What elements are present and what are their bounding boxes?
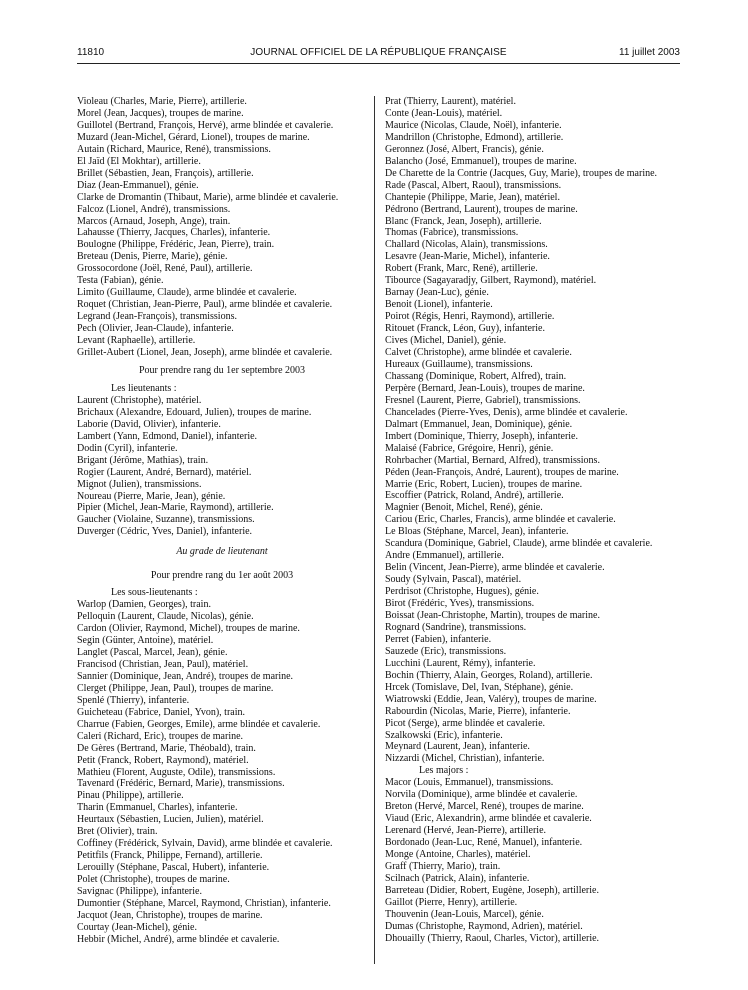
rank-heading: Les sous-lieutenants : (111, 587, 198, 599)
list-item: Bret (Olivier), train. (77, 826, 158, 838)
list-item: Breteau (Denis, Pierre, Marie), génie. (77, 251, 228, 263)
list-item: Rogier (Laurent, André, Bernard), matériel. (77, 466, 252, 478)
list-item: Perdrisot (Christophe, Hugues), génie. (385, 586, 539, 598)
list-item: Dalmart (Emmanuel, Jean, Dominique), génie. (385, 418, 573, 430)
page-header (77, 47, 680, 63)
list-item: Violeau (Charles, Marie, Pierre), artillerie. (77, 96, 247, 107)
list-item: Magnier (Benoit, Michel, René), génie. (385, 502, 543, 514)
list-item: Levant (Raphaelle), artillerie. (77, 335, 196, 347)
list-item: Thomas (Fabrice), transmissions. (385, 227, 519, 239)
list-item: Viaud (Eric, Alexandrin), arme blindée et cavalerie. (385, 813, 592, 825)
list-item: Graff (Thierry, Mario), train. (385, 861, 501, 872)
list-item: Lesavre (Jean-Marie, Michel), infanterie. (385, 251, 550, 263)
list-item: Sauzede (Eric), transmissions. (385, 645, 507, 657)
list-item: Morel (Jean, Jacques), troupes de marine. (77, 107, 244, 119)
publication-date: 11 juillet 2003 (619, 47, 680, 58)
list-item: Dhouailly (Thierry, Raoul, Charles, Victor), artillerie. (385, 932, 600, 944)
list-item: Lahausse (Thierry, Jacques, Charles), infanterie. (77, 227, 271, 239)
list-item: Ritouet (Franck, Léon, Guy), infanterie. (385, 323, 545, 335)
list-item: Bordonado (Jean-Luc, René, Manuel), infanterie. (385, 837, 583, 849)
list-item: Jacquot (Jean, Christophe), troupes de marine. (77, 909, 263, 921)
list-item: Brigant (Jérôme, Mathias), train. (77, 454, 209, 466)
list-item: Boissat (Jean-Christophe, Martin), troupes de marine. (385, 609, 600, 621)
list-item: Conte (Jean-Louis), matériel. (385, 107, 503, 119)
list-item: Barreteau (Didier, Robert, Eugène, Joseph), artillerie. (385, 884, 599, 896)
list-item: Perret (Fabien), infanterie. (385, 633, 492, 645)
list-item: Andre (Emmanuel), artillerie. (385, 550, 504, 562)
list-item: Marcos (Arnaud, Joseph, Ange), train. (77, 215, 231, 227)
list-item: De Gères (Bertrand, Marie, Théobald), train. (77, 742, 256, 754)
list-item: Blanc (Franck, Jean, Joseph), artillerie. (385, 215, 542, 227)
list-item: Chancelades (Pierre-Yves, Denis), arme blindée et cavalerie. (385, 406, 628, 418)
list-item: Cariou (Eric, Charles, Francis), arme blindée et cavalerie. (385, 514, 616, 526)
list-item: Birot (Frédéric, Yves), transmissions. (385, 598, 535, 610)
list-item: Chantepie (Philippe, Marie, Jean), matériel. (385, 191, 560, 203)
list-item: Hureaux (Guillaume), transmissions. (385, 358, 533, 370)
list-item: Escoffier (Patrick, Roland, André), artillerie. (385, 490, 564, 502)
list-item: Diaz (Jean-Emmanuel), génie. (77, 179, 199, 191)
rank-heading: Les majors : (419, 765, 469, 777)
list-item: Rade (Pascal, Albert, Raoul), transmissions. (385, 179, 562, 191)
list-item: Prat (Thierry, Laurent), matériel. (385, 96, 516, 107)
list-item: Coffiney (Frédérick, Sylvain, David), arme blindée et cavalerie. (77, 838, 333, 850)
list-item: Courtay (Jean-Michel), génie. (77, 921, 197, 933)
list-item: Mandrillon (Christophe, Edmond), artillerie. (385, 131, 564, 143)
list-item: Tharin (Emmanuel, Charles), infanterie. (77, 802, 238, 814)
list-item: Picot (Serge), arme blindée et cavalerie. (385, 717, 546, 729)
list-item: Mignot (Julien), transmissions. (77, 478, 202, 490)
list-item: Nizzardi (Michel, Christian), infanterie. (385, 753, 545, 765)
list-item: Sannier (Dominique, Jean, André), troupes de marine. (77, 670, 294, 682)
list-item: Clerget (Philippe, Jean, Paul), troupes de marine. (77, 682, 274, 694)
right-column (385, 96, 675, 945)
list-item: Maurice (Nicolas, Claude, Noël), infanterie. (385, 119, 562, 131)
list-item: Lucchini (Laurent, Rémy), infanterie. (385, 657, 536, 669)
journal-title: JOURNAL OFFICIEL DE LA RÉPUBLIQUE FRANÇAISE (250, 47, 507, 58)
list-item: Clarke de Dromantin (Thibaut, Marie), arme blindée et cavalerie. (77, 191, 339, 203)
list-item: De Charette de la Contrie (Jacques, Guy, Marie), troupes de marine. (385, 167, 658, 179)
list-item: Balancho (José, Emmanuel), troupes de marine. (385, 155, 577, 167)
list-item: Soudy (Sylvain, Pascal), matériel. (385, 574, 522, 586)
list-item: Rognard (Sandrine), transmissions. (385, 621, 527, 633)
list-item: Legrand (Jean-François), transmissions. (77, 311, 237, 323)
list-item: Scandura (Dominique, Gabriel, Claude), arme blindée et cavalerie. (385, 538, 653, 550)
list-item: Pech (Olivier, Jean-Claude), infanterie. (77, 323, 234, 335)
list-item: Szalkowski (Eric), infanterie. (385, 729, 503, 741)
list-item: Noureau (Pierre, Marie, Jean), génie. (77, 490, 226, 502)
list-item: Bochin (Thierry, Alain, Georges, Roland), artillerie. (385, 669, 593, 681)
list-item: Breton (Hervé, Marcel, René), troupes de marine. (385, 801, 584, 813)
list-item: Laurent (Christophe), matériel. (77, 394, 202, 406)
list-item: Lambert (Yann, Edmond, Daniel), infanterie. (77, 430, 258, 442)
list-item: Macor (Louis, Emmanuel), transmissions. (385, 777, 554, 789)
header-rule (77, 63, 680, 64)
list-item: Pipier (Michel, Jean-Marie, Raymond), artillerie. (77, 502, 274, 514)
list-item: Polet (Christophe), troupes de marine. (77, 874, 230, 886)
list-item: Perpère (Bernard, Jean-Louis), troupes de marine. (385, 382, 585, 394)
list-item: Dumontier (Stéphane, Marcel, Raymond, Christian), infanterie. (77, 898, 331, 909)
list-item: Robert (Frank, Marc, René), artillerie. (385, 263, 538, 275)
list-item: Calvet (Christophe), arme blindée et cavalerie. (385, 347, 572, 359)
list-item: Spenlé (Thierry), infanterie. (77, 694, 190, 706)
list-item: Grossocordone (Joël, René, Paul), artillerie. (77, 263, 253, 275)
list-item: Benoit (Lionel), infanterie. (385, 299, 493, 311)
list-item: Falcoz (Lionel, André), transmissions. (77, 203, 231, 215)
list-item: El Jaïd (El Mokhtar), artillerie. (77, 155, 201, 167)
list-item: Brichaux (Alexandre, Edouard, Julien), troupes de marine. (77, 406, 312, 418)
list-item: Langlet (Pascal, Marcel, Jean), génie. (77, 646, 228, 658)
list-item: Barnay (Jean-Luc), génie. (385, 287, 489, 299)
list-item: Dodin (Cyril), infanterie. (77, 442, 178, 454)
list-item: Cives (Michel, Daniel), génie. (385, 335, 507, 347)
list-item: Tibource (Sagayaradjy, Gilbert, Raymond), matériel. (385, 275, 597, 287)
list-item: Challard (Nicolas, Alain), transmissions. (385, 239, 548, 251)
list-item: Norvila (Dominique), arme blindée et cavalerie. (385, 789, 578, 801)
list-item: Muzard (Jean-Michel, Gérard, Lionel), troupes de marine. (77, 131, 310, 143)
list-item: Grillet-Aubert (Lionel, Jean, Joseph), arme blindée et cavalerie. (77, 347, 333, 359)
list-item: Lerenard (Hervé, Jean-Pierre), artillerie. (385, 825, 547, 837)
list-item: Malaisé (Fabrice, Grégoire, Henri), génie. (385, 442, 554, 454)
list-item: Brillet (Sébastien, Jean, François), artillerie. (77, 167, 254, 179)
list-item: Rabourdin (Nicolas, Marie, Pierre), infanterie. (385, 705, 571, 717)
list-item: Segin (Günter, Antoine), matériel. (77, 635, 214, 647)
list-item: Poirot (Régis, Henri, Raymond), artillerie. (385, 311, 555, 323)
list-item: Pelloquin (Laurent, Claude, Nicolas), génie. (77, 611, 254, 623)
rank-heading: Les lieutenants : (111, 382, 177, 394)
list-item: Pédrono (Bertrand, Laurent), troupes de marine. (385, 203, 578, 215)
list-item: Chassang (Dominique, Robert, Alfred), train. (385, 370, 567, 382)
list-item: Guicheteau (Fabrice, Daniel, Yvon), train. (77, 706, 246, 718)
list-item: Wiatrowski (Eddie, Jean, Valéry), troupes de marine. (385, 693, 597, 705)
list-item: Savignac (Philippe), infanterie. (77, 886, 202, 898)
list-item: Mathieu (Florent, Auguste, Odile), transmissions. (77, 766, 276, 778)
left-column (77, 96, 367, 946)
list-item: Boulogne (Philippe, Frédéric, Jean, Pierre), train. (77, 239, 275, 251)
list-item: Thouvenin (Jean-Louis, Marcel), génie. (385, 908, 544, 920)
list-item: Scilnach (Patrick, Alain), infanterie. (385, 872, 530, 884)
list-item: Petitfils (Franck, Philippe, Fernand), artillerie. (77, 850, 263, 862)
list-item: Fresnel (Laurent, Pierre, Gabriel), transmissions. (385, 394, 581, 406)
list-item: Monge (Antoine, Charles), matériel. (385, 849, 531, 861)
list-item: Petit (Franck, Robert, Raymond), matériel. (77, 754, 249, 766)
list-item: Roquet (Christian, Jean-Pierre, Paul), arme blindée et cavalerie. (77, 299, 333, 311)
list-item: Autain (Richard, Maurice, René), transmissions. (77, 143, 271, 155)
list-item: Guillotel (Bertrand, François, Hervé), arme blindée et cavalerie. (77, 119, 334, 131)
list-item: Laborie (David, Olivier), infanterie. (77, 418, 221, 430)
list-item: Rohrbacher (Martial, Bernard, Alfred), transmissions. (385, 454, 600, 466)
list-item: Duverger (Cédric, Yves, Daniel), infanterie. (77, 526, 253, 538)
list-item: Belin (Vincent, Jean-Pierre), arme blindée et cavalerie. (385, 562, 605, 574)
list-item: Pinau (Philippe), artillerie. (77, 790, 184, 802)
list-item: Warlop (Damien, Georges), train. (77, 599, 211, 611)
list-item: Dumas (Christophe, Raymond, Adrien), matériel. (385, 920, 583, 932)
list-item: Testa (Fabian), génie. (77, 275, 164, 287)
grade-heading: Au grade de lieutenant (176, 546, 268, 558)
list-item: Limito (Guillaume, Claude), arme blindée et cavalerie. (77, 287, 297, 299)
list-item: Caleri (Richard, Eric), troupes de marine. (77, 730, 244, 742)
list-item: Cardon (Olivier, Raymond, Michel), troupes de marine. (77, 623, 300, 635)
list-item: Péden (Jean-François, André, Laurent), troupes de marine. (385, 466, 619, 478)
list-item: Gaillot (Pierre, Henry), artillerie. (385, 896, 518, 908)
list-item: Meynard (Laurent, Jean), infanterie. (385, 741, 530, 753)
list-item: Tavenard (Frédéric, Bernard, Marie), transmissions. (77, 778, 285, 790)
list-item: Gaucher (Violaine, Suzanne), transmissions. (77, 514, 255, 526)
section-heading: Pour prendre rang du 1er septembre 2003 (138, 365, 306, 377)
list-item: Le Bloas (Stéphane, Marcel, Jean), infanterie. (385, 526, 569, 538)
section-heading: Pour prendre rang du 1er août 2003 (150, 569, 294, 581)
page-number: 11810 (77, 47, 105, 58)
list-item: Francisod (Christian, Jean, Paul), matériel. (77, 658, 249, 670)
list-item: Imbert (Dominique, Thierry, Joseph), infanterie. (385, 430, 578, 442)
list-item: Hrcek (Tomislave, Del, Ivan, Stéphane), génie. (385, 681, 574, 693)
list-item: Charrue (Fabien, Georges, Emile), arme blindée et cavalerie. (77, 718, 321, 730)
list-item: Heurtaux (Sébastien, Lucien, Julien), matériel. (77, 814, 264, 826)
list-item: Geronnez (José, Albert, Francis), génie. (385, 143, 544, 155)
list-item: Marrie (Eric, Robert, Lucien), troupes de marine. (385, 478, 583, 490)
list-item: Lerouilly (Stéphane, Pascal, Hubert), infanterie. (77, 862, 270, 874)
list-item: Hebbir (Michel, André), arme blindée et cavalerie. (77, 933, 280, 945)
column-divider (374, 96, 375, 964)
